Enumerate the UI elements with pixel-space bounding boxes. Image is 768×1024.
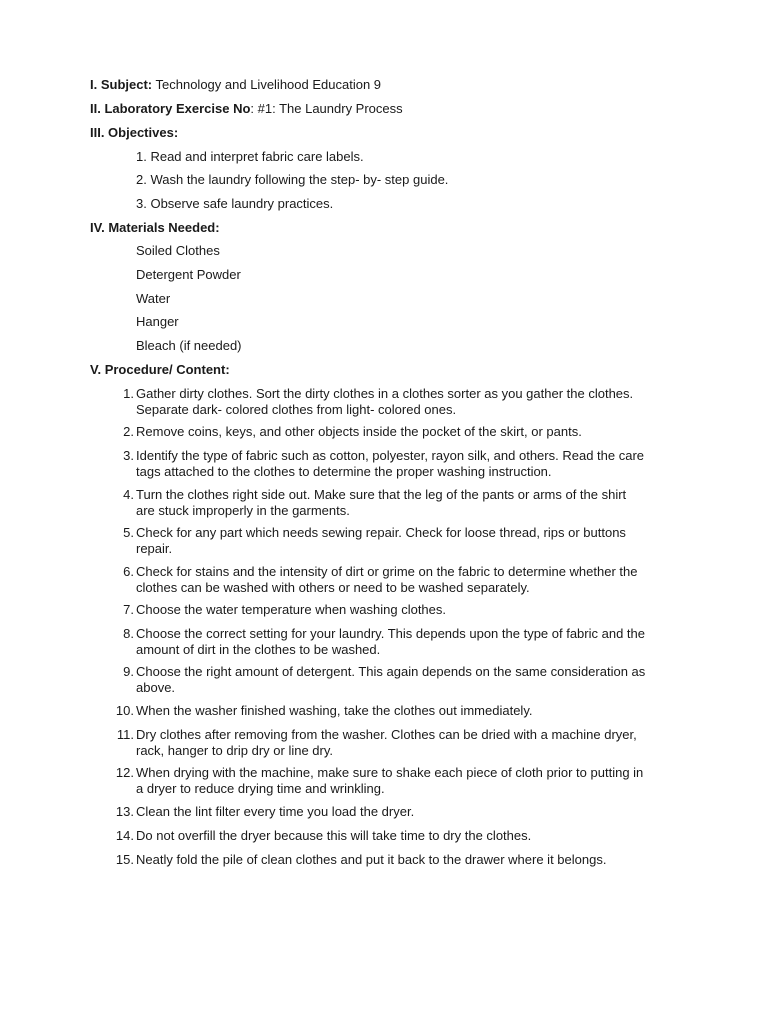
- lab-exercise-label: II. Laboratory Exercise No: [90, 101, 251, 116]
- procedure-step-number: 6.: [123, 564, 134, 579]
- procedure-step-line: Check for any part which needs sewing repair. Check for loose thread, rips or buttons: [136, 525, 626, 540]
- procedure-step-number: 4.: [123, 487, 134, 502]
- procedure-step-line: Remove coins, keys, and other objects inside the pocket of the skirt, or pants.: [136, 424, 582, 439]
- procedure-step-text: [136, 564, 688, 595]
- procedure-step-line: When the washer finished washing, take the clothes out immediately.: [136, 703, 533, 718]
- procedure-step-number: 12.: [115, 765, 134, 780]
- procedure-step-text: [136, 424, 688, 440]
- procedure-step-line: Separate dark- colored clothes from light- colored ones.: [136, 401, 457, 417]
- material-item: Detergent Powder: [136, 267, 241, 282]
- procedure-step-number: 8.: [123, 626, 134, 641]
- procedure-step-text: [136, 448, 688, 479]
- materials-heading: [90, 220, 220, 236]
- procedure-step-line: repair.: [136, 540, 173, 556]
- procedure-step-line: Check for stains and the intensity of dirt or grime on the fabric to determine whether the: [136, 564, 638, 579]
- procedure-step-line: Choose the correct setting for your laundry. This depends upon the type of fabric and the: [136, 626, 645, 641]
- procedure-step-text: [136, 727, 688, 758]
- procedure-step-line: rack, hanger to drip dry or line dry.: [136, 742, 334, 758]
- objective-item: 3. Observe safe laundry practices.: [136, 196, 334, 211]
- lab-exercise-value: : #1: The Laundry Process: [250, 101, 403, 116]
- material-item: Bleach (if needed): [136, 338, 242, 353]
- procedure-step-text: [136, 386, 688, 417]
- objective-item: 2. Wash the laundry following the step- by- step guide.: [136, 172, 449, 187]
- procedure-step-line: tags attached to the clothes to determine the proper washing instruction.: [136, 463, 552, 479]
- procedure-step-text: [136, 487, 688, 518]
- material-item: Hanger: [136, 314, 179, 329]
- procedure-step-number: 13.: [115, 804, 134, 819]
- procedure-step-number: 11.: [116, 727, 134, 742]
- procedure-step-line: Identify the type of fabric such as cotton, polyester, rayon silk, and others. Read the care: [136, 448, 645, 463]
- objective-item: 1. Read and interpret fabric care labels.: [136, 149, 364, 164]
- procedure-step-number: 1.: [123, 386, 134, 401]
- procedure-step-line: are stuck improperly in the garments.: [136, 502, 350, 518]
- subject-label: I. Subject:: [90, 77, 153, 92]
- procedure-step-line: Neatly fold the pile of clean clothes and put it back to the drawer where it belongs.: [136, 852, 607, 867]
- procedure-step-line: clothes can be washed with others or need to be washed separately.: [136, 579, 530, 595]
- procedure-step-number: 2.: [123, 424, 134, 439]
- procedure-step-text: [136, 626, 688, 657]
- procedure-step-number: 14.: [115, 828, 134, 843]
- procedure-step-text: [136, 765, 688, 796]
- procedure-step-line: Choose the water temperature when washing clothes.: [136, 602, 447, 617]
- procedure-step-line: Choose the right amount of detergent. This again depends on the same consideration as: [136, 664, 646, 679]
- procedure-step-text: [136, 804, 688, 820]
- procedure-step-line: a dryer to reduce drying time and wrinkling.: [136, 780, 385, 796]
- procedure-step-line: amount of dirt in the clothes to be washed.: [136, 641, 381, 657]
- procedure-heading: [90, 362, 230, 378]
- procedure-step-text: [136, 828, 688, 844]
- procedure-step-number: 5.: [123, 525, 134, 540]
- objectives-heading: [90, 125, 178, 141]
- material-item: Soiled Clothes: [136, 243, 220, 258]
- procedure-step-number: 3.: [123, 448, 134, 463]
- material-item: Water: [136, 291, 171, 306]
- procedure-step-number: 15.: [115, 852, 134, 867]
- procedure-step-number: 7.: [123, 602, 134, 617]
- subject-value: Technology and Livelihood Education 9: [155, 77, 382, 92]
- procedure-step-line: Turn the clothes right side out. Make sure that the leg of the pants or arms of the shirt: [136, 487, 627, 502]
- procedure-step-text: [136, 525, 688, 556]
- procedure-step-line: Clean the lint filter every time you load the dryer.: [136, 804, 415, 819]
- procedure-step-text: [136, 703, 688, 719]
- procedure-step-text: [136, 602, 688, 618]
- procedure-step-line: Do not overfill the dryer because this will take time to dry the clothes.: [136, 828, 532, 843]
- procedure-step-line: above.: [136, 679, 176, 695]
- procedure-step-text: [136, 664, 688, 695]
- procedure-step-number: 10.: [115, 703, 134, 718]
- procedure-step-line: Gather dirty clothes. Sort the dirty clothes in a clothes sorter as you gather the clothes.: [136, 386, 634, 401]
- lab-exercise-line: [90, 101, 403, 117]
- procedure-step-line: When drying with the machine, make sure to shake each piece of cloth prior to putting in: [136, 765, 644, 780]
- materials-label: IV. Materials Needed:: [90, 220, 220, 235]
- procedure-step-line: Dry clothes after removing from the washer. Clothes can be dried with a machine dryer,: [136, 727, 637, 742]
- subject-line: [90, 77, 381, 93]
- procedure-step-number: 9.: [123, 664, 134, 679]
- objectives-label: III. Objectives:: [90, 125, 179, 140]
- procedure-step-text: [136, 852, 688, 868]
- procedure-label: V. Procedure/ Content:: [90, 362, 230, 377]
